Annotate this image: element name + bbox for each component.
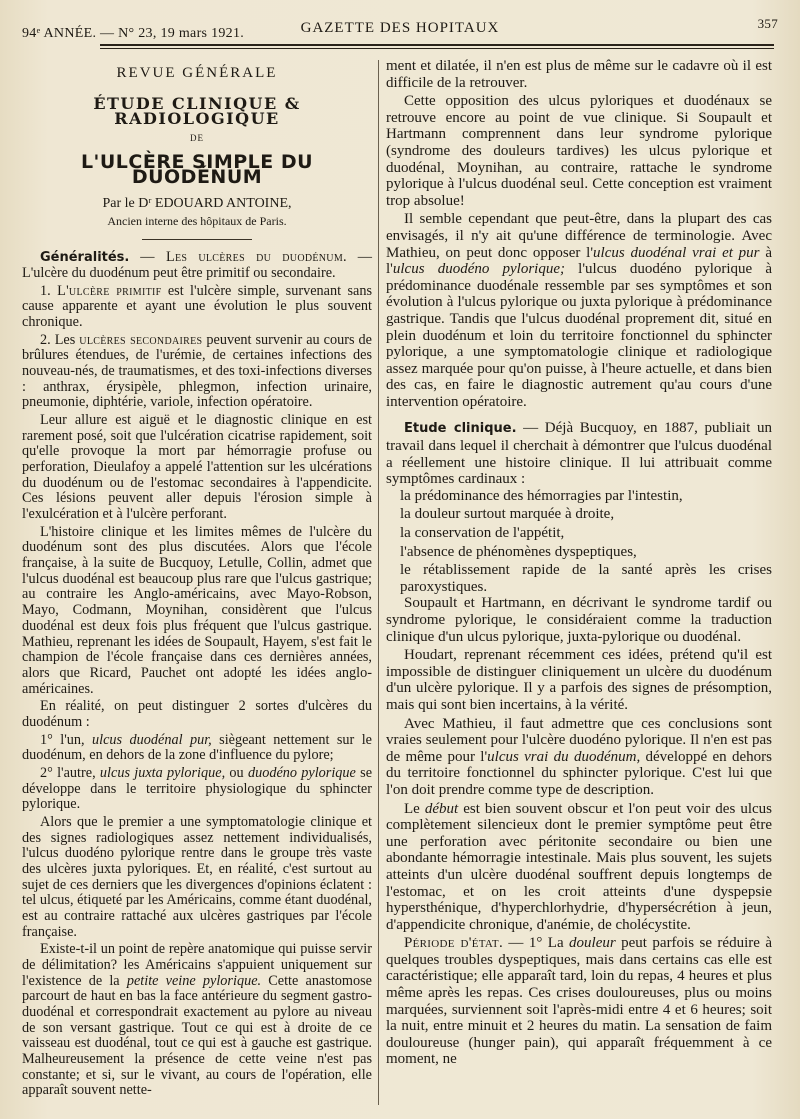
list-item: l'absence de phénomènes dyspeptiques, xyxy=(400,543,637,560)
paragraph-allure: Leur allure est aiguë et le diagnostic clinique en est rarement posé, soit que l'ulcération cicatrise rapidement, soit qu'elle provoque la mort par hémorragie profuse ou perforation, Dieulafoy a appelé l'attention sur les ulcérations du duodénum ou de l'estomac secondaires à l'appendicite. Ces lésions peuvent aller depuis l'érosion simple à l'exulcération et à l'ulcère perforant. xyxy=(22,412,372,523)
paragraph-periode-etat: Période d'état. — 1° La douleur peut parfois se réduire à quelques troubles dyspeptiques, mais dans certains cas elle est caractéristique; elle apparaît tard, loin du repas, 4 heures et plus même après les repas. Ces crises douloureuses, plus ou moins marquées, surviennent soit l'après-midi entre 4 et 6 heures; soit la nuit, entre minuit et 2 heures du matin. La sensation de faim douloureuse (hunger pain), qui apparaît fréquemment à ce moment, ne xyxy=(386,935,772,1068)
paragraph-etude-clinique: Etude clinique. — Déjà Bucquoy, en 1887, publiait un travail dans lequel il cherchait à démontrer que l'ulcus duodénal a réellement une histoire clinique. Il lui attribuait comme symptômes cardinaux : xyxy=(386,420,772,488)
article-title-de: DE xyxy=(190,133,204,144)
article-title-line1: ÉTUDE CLINIQUE & RADIOLOGIQUE xyxy=(93,93,301,129)
column-divider xyxy=(378,60,379,1105)
paragraph-generalites: Généralités. — Les ulcères du duodénum. — L'ulcère du duodénum peut être primitif ou secondaire. xyxy=(22,249,372,282)
paragraph-houdart: Houdart, reprenant récemment ces idées, prétend qu'il est impossible de distinguer cliniquement un ulcère du duodénum d'un ulcère pylorique. Il y a parfois des signes de présomption, mais qui sont bien incertains, à la vérité. xyxy=(386,647,772,713)
list-item: la conservation de l'appétit, xyxy=(400,525,565,542)
paragraph-ulceres-secondaires: 2. Les ulcères secondaires peuvent survenir au cours de brûlures étendues, de l'urémie, de certaines infections des nouveau-nés, de traumatismes, et des toxi-infections diverses : anthrax, érysipèle, phlegmon, infection urinaire, pneumonie, diphtérie, variole, infection opératoire. xyxy=(22,331,372,411)
paragraph-histoire: L'histoire clinique et les limites mêmes de l'ulcère du duodénum sont des plus discutées. Alors que l'école française, à la suite de Bucquoy, Letulle, Collin, admet que l'ulcus duodénal est beaucoup plus rare que l'ulcus gastrique; au contraire les Anglo-américains, avec Mayo-Robson, Mayo, Codmann, Moynihan, considèrent que l'ulcus duodénal est deux fois plus fréquent que l'ulcus gastrique. Mathieu, reprenant les idées de Soupault, Hayem, s'est fait le champion de l'école française dans ces dernières années, alors que Ricard, Pauchet ont adopté les idées anglo-américaines. xyxy=(22,523,372,697)
left-column xyxy=(22,58,372,1099)
symptom-list xyxy=(386,488,772,596)
page-number: 357 xyxy=(757,16,778,31)
paragraph-ulcus-juxta: 2° l'autre, ulcus juxta pylorique, ou duodéno pylorique se développe dans le territoire physiologique du sphincter pylorique. xyxy=(22,764,373,813)
section-heading: REVUE GÉNÉRALE xyxy=(116,65,278,81)
page-header xyxy=(18,14,782,48)
paragraph-repere-anatomique: Existe-t-il un point de repère anatomique qui puisse servir de délimitation? les Américains s'appuient uniquement sur l'existence de la petite veine pylorique. Cette anastomose parcourt de haut en bas la face antérieure du segment gastro-duodénal et correspondrait exactement au pylore au niveau de son versant gastrique. Tout ce qui est à droite de ce vaisseau est duodénal, tout ce qui est à gauche est gastrique. Malheureusement la présence de cette veine n'est pas constante; et si, sur le vivant, au cours de l'opération, elle apparaît souvent nette- xyxy=(22,941,372,1099)
list-item: la douleur surtout marquée à droite, xyxy=(400,506,615,523)
paragraph-ulcus-pur: 1° l'un, ulcus duodénal pur, siègeant nettement sur le duodénum, en dehors de la zone d'influence du pylore; xyxy=(22,731,372,764)
author-line: Par le Dʳ EDOUARD ANTOINE, xyxy=(102,196,292,212)
paragraph-terminologie: Il semble cependant que peut-être, dans la plupart des cas envisagés, il n'y ait qu'une différence de terminologie. Avec Mathieu, on peut donc opposer l'ulcus duodénal vrai et pur à l'ulcus duodéno pylorique; l'ulcus duodéno pylorique à prédominance duodénale ressemble par ses symptômes et son évolution à l'ulcus pylorique ou juxta pylorique à prédominance gastrique. Tandis que l'ulcus duodénal proprement dit, situé en plein duodénum et loin du territoire fonctionnel du sphincter pylorique, a une symptomatologie clinique et radiologique assez marquée pour qu'on puisse, à l'heure actuelle, et dans bien des cas, en faire le diagnostic autrement qu'au cours d'une intervention opératoire. xyxy=(386,211,772,410)
journal-title: GAZETTE DES HOPITAUX xyxy=(300,20,500,36)
paragraph-soupault: Soupault et Hartmann, en décrivant le syndrome tardif ou syndrome pylorique, le considéraient comme la traduction clinique d'un ulcus pylorique, juxta-pylorique ou duodénal. xyxy=(386,595,772,645)
paragraph-symptomatologie: Alors que le premier a une symptomatologie clinique et des signes radiologiques assez nettement individualisés, l'ulcus duodéno pylorique rentre dans le groupe très vaste des ulcères juxta pyloriques. Et, en réalité, c'est surtout au sujet de ces derniers que les divergences d'opinions éclatent : tel ulcus, étiqueté par les Américains, comme étant duodénal, est au contraire rattaché aux ulcères gastriques par l'école française. xyxy=(22,813,372,940)
paragraph-realite: En réalité, on peut distinguer 2 sortes d'ulcères du duodénum : xyxy=(22,698,372,730)
title-separator xyxy=(142,239,252,240)
paragraph-opposition: Cette opposition des ulcus pyloriques et duodénaux se retrouve encore au point de vue clinique. Si Soupault et Hartmann comprennent dans leur syndrome pylorique (syndrome des douleurs tardives) les ulcus pylorique et duodénal, Moynihan, au contraire, rattache le syndrome pylorique à l'ulcus duodénal seul. Cette conception est vraiment trop absolue! xyxy=(386,93,772,209)
author-affiliation: Ancien interne des hôpitaux de Paris. xyxy=(107,213,287,228)
right-column xyxy=(386,58,772,1068)
paragraph-debut: Le début est bien souvent obscur et l'on peut voir des ulcus complètement silencieux dont le premier symptôme peut être une perforation avec péritonite secondaire ou bien une abondante hémorragie intestinale. Mais plus souvent, les sujets atteints d'un ulcère duodénal souffrent depuis longtemps de l'estomac, et on les croit atteints d'une dyspepsie hypersthénique, d'hyperchlorhydrie, d'hypersécrétion à jeun, d'appendicite chronique, d'anémie, de cholécystite. xyxy=(386,800,772,933)
paragraph-mathieu: Avec Mathieu, il faut admettre que ces conclusions sont vraies seulement pour l'ulcère duodéno pylorique. Il n'en est pas de même pour l'ulcus vrai du duodénum, développé en dehors du territoire fonctionnel du sphincter pylorique. C'est lui que l'on doit prendre comme type de description. xyxy=(386,715,772,798)
article-title-main: L'ULCÈRE SIMPLE DU DUODÉNUM xyxy=(80,150,314,189)
list-item: la prédominance des hémorragies par l'intestin, xyxy=(400,487,683,504)
issue-line: 94ᵉ ANNÉE. — N° 23, 19 mars 1921. xyxy=(22,26,245,41)
paragraph-cadavre: ment et dilatée, il n'en est plus de même sur le cadavre où il est difficile de la retrouver. xyxy=(386,58,772,91)
header-rule-thin xyxy=(100,48,774,49)
paragraph-ulcere-primitif: 1. L'ulcère primitif est l'ulcère simple, survenant sans cause apparente et ayant une évolution le plus souvent chronique. xyxy=(22,282,372,331)
list-item: le rétablissement rapide de la santé après les crises paroxystiques. xyxy=(400,562,772,595)
header-rule xyxy=(100,44,774,46)
